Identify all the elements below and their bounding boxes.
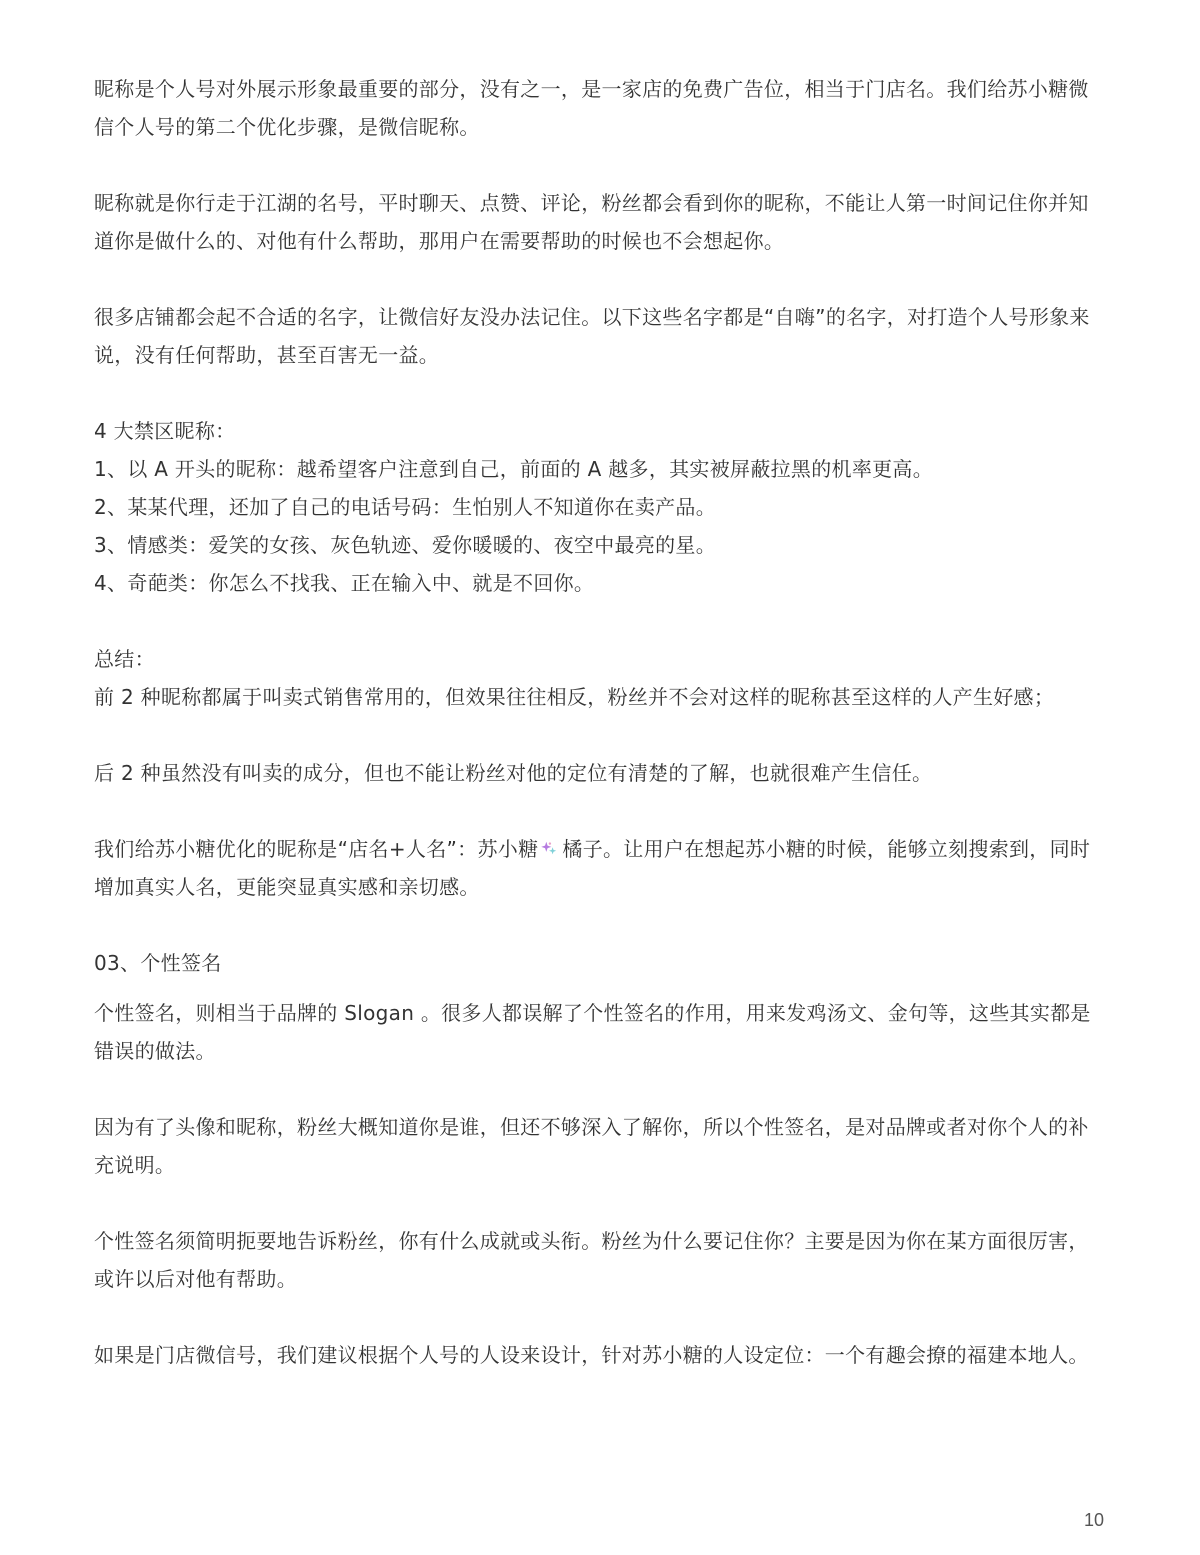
signature-paragraph-1: 个性签名，则相当于品牌的 Slogan 。很多人都误解了个性签名的作用，用来发鸡汤文、金句等，这些其实都是错误的做法。 (94, 1001, 1091, 1063)
signature-paragraph-2: 因为有了头像和昵称，粉丝大概知道你是谁，但还不够深入了解你，所以个性签名，是对品牌或者对你个人的补充说明。 (94, 1115, 1089, 1177)
summary-heading: 总结： (94, 647, 155, 671)
summary-p3-after: 橘子。让用户在想起苏小糖的时候，能够立刻搜索到，同时增加真实人名，更能突显真实感和亲切感。 (94, 837, 1091, 899)
summary-p3-before: 我们给苏小糖优化的昵称是“店名+人名”：苏小糖 (94, 837, 539, 861)
paragraph-intro: 昵称是个人号对外展示形象最重要的部分，没有之一，是一家店的免费广告位，相当于门店名。我们给苏小糖微信个人号的第二个优化步骤，是微信昵称。 (94, 77, 1089, 139)
summary-paragraph-3 (94, 830, 1106, 906)
document-body (94, 70, 1106, 1374)
summary-paragraph-2: 后 2 种虽然没有叫卖的成分，但也不能让粉丝对他的定位有清楚的了解，也就很难产生信任。 (94, 761, 933, 785)
taboo-item-2: 2、某某代理，还加了自己的电话号码：生怕别人不知道你在卖产品。 (94, 495, 717, 519)
summary-paragraph-1: 前 2 种昵称都属于叫卖式销售常用的，但效果往往相反，粉丝并不会对这样的昵称甚至这样的人产生好感； (94, 685, 1055, 709)
section-heading-signature: 03、个性签名 (94, 951, 222, 975)
taboo-item-3: 3、情感类：爱笑的女孩、灰色轨迹、爱你暖暖的、夜空中最亮的星。 (94, 533, 717, 557)
taboo-item-1: 1、以 A 开头的昵称：越希望客户注意到自己，前面的 A 越多，其实被屏蔽拉黑的机率更高。 (94, 457, 934, 481)
taboo-item-4: 4、奇葩类：你怎么不找我、正在输入中、就是不回你。 (94, 571, 595, 595)
sparkle-emoji-icon (540, 840, 558, 858)
paragraph-nickname-meaning: 昵称就是你行走于江湖的名号，平时聊天、点赞、评论，粉丝都会看到你的昵称，不能让人第一时间记住你并知道你是做什么的、对他有什么帮助，那用户在需要帮助的时候也不会想起你。 (94, 191, 1089, 253)
page-number: 10 (1083, 1510, 1104, 1530)
signature-paragraph-3: 个性签名须简明扼要地告诉粉丝，你有什么成就或头衔。粉丝为什么要记住你？主要是因为你在某方面很厉害，或许以后对他有帮助。 (94, 1229, 1089, 1291)
taboo-heading: 4 大禁区昵称： (94, 419, 236, 443)
signature-paragraph-4: 如果是门店微信号，我们建议根据个人号的人设来设计，针对苏小糖的人设定位：一个有趣会撩的福建本地人。 (94, 1343, 1089, 1367)
paragraph-bad-names: 很多店铺都会起不合适的名字，让微信好友没办法记住。以下这些名字都是“自嗨”的名字，对打造个人号形象来说，没有任何帮助，甚至百害无一益。 (94, 305, 1090, 367)
